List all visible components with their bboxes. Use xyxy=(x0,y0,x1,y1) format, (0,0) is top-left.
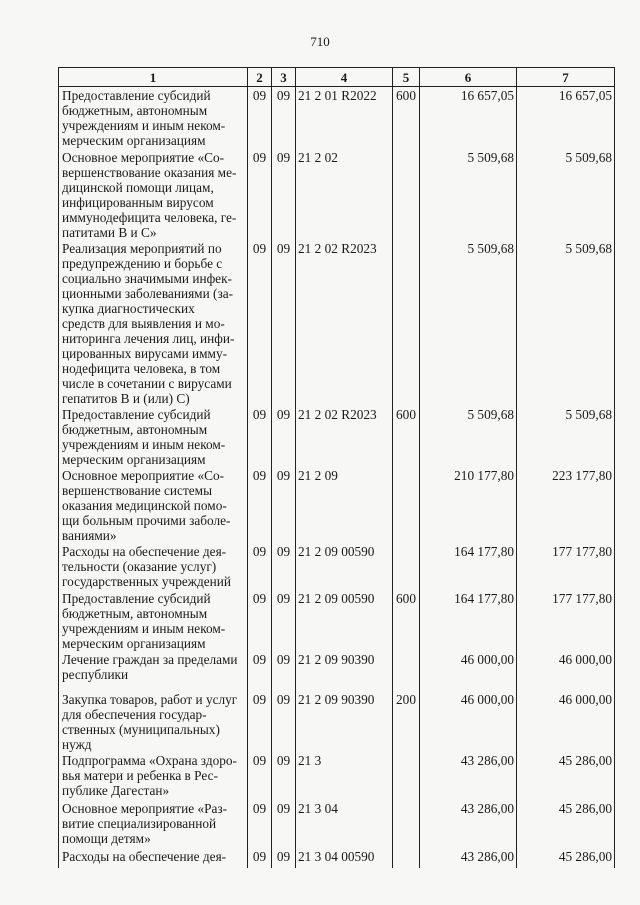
amount-year-1: 43 286,00 xyxy=(420,800,517,848)
amount-year-1: 43 286,00 xyxy=(420,752,517,800)
target-article-code: 21 2 09 xyxy=(296,467,393,543)
amount-year-1: 5 509,68 xyxy=(420,406,517,467)
row-name xyxy=(59,87,248,149)
row-name xyxy=(59,691,248,752)
amount-year-2: 5 509,68 xyxy=(517,406,615,467)
table-row xyxy=(59,543,615,590)
section-code: 09 xyxy=(248,800,272,848)
row-name-line: помощи детям» xyxy=(62,830,151,846)
amount-year-1: 5 509,68 xyxy=(420,240,517,406)
section-code: 09 xyxy=(248,752,272,800)
row-name-line: цированных вирусами имму- xyxy=(62,345,228,361)
row-name-line: витие специализированной xyxy=(62,815,217,831)
row-name-line: иммунодефицита человека, ге- xyxy=(62,209,237,225)
header-col-3: 3 xyxy=(272,68,296,87)
amount-year-2: 5 509,68 xyxy=(517,240,615,406)
table-row xyxy=(59,590,615,651)
table-row xyxy=(59,467,615,543)
row-name-line: ственных (муниципальных) xyxy=(62,721,220,737)
subsection-code: 09 xyxy=(272,752,296,800)
row-name xyxy=(59,543,248,590)
row-name-line: республики xyxy=(62,666,129,682)
subsection-code: 09 xyxy=(272,406,296,467)
amount-year-2: 46 000,00 xyxy=(517,651,615,691)
section-code: 09 xyxy=(248,467,272,543)
header-col-1: 1 xyxy=(59,68,248,87)
expense-type-code xyxy=(393,467,420,543)
target-article-code: 21 2 01 R2022 xyxy=(296,87,393,149)
row-name-line: Закупка товаров, работ и услуг xyxy=(62,691,238,707)
row-name-line: щи больным прочими заболе- xyxy=(62,512,231,528)
row-name xyxy=(59,848,248,868)
section-code: 09 xyxy=(248,848,272,868)
section-code: 09 xyxy=(248,87,272,149)
subsection-code: 09 xyxy=(272,543,296,590)
row-name-line: бюджетным, автономным xyxy=(62,103,208,118)
row-name-line: Предоставление субсидий xyxy=(62,406,211,422)
table-row xyxy=(59,848,615,868)
subsection-code: 09 xyxy=(272,467,296,543)
amount-year-2: 177 177,80 xyxy=(517,543,615,590)
amount-year-1: 210 177,80 xyxy=(420,467,517,543)
row-name-line: учреждениям и иным неком- xyxy=(62,118,226,133)
row-name xyxy=(59,800,248,848)
expense-type-code xyxy=(393,800,420,848)
expense-type-code xyxy=(393,848,420,868)
row-name-line: Расходы на обеспечение дея- xyxy=(62,543,227,559)
table-row xyxy=(59,651,615,691)
subsection-code: 09 xyxy=(272,240,296,406)
header-row xyxy=(59,68,615,87)
row-name-line: Предоставление субсидий xyxy=(62,590,211,606)
target-article-code: 21 2 02 R2023 xyxy=(296,240,393,406)
row-name-line: Предоставление субсидий xyxy=(62,88,211,103)
subsection-code: 09 xyxy=(272,691,296,752)
amount-year-2: 45 286,00 xyxy=(517,800,615,848)
row-name xyxy=(59,406,248,467)
row-name-line: числе в сочетании с вирусами xyxy=(62,375,232,391)
target-article-code: 21 2 02 R2023 xyxy=(296,406,393,467)
section-code: 09 xyxy=(248,149,272,240)
expense-type-code: 200 xyxy=(393,691,420,752)
row-name xyxy=(59,240,248,406)
row-name-line: тельности (оказание услуг) xyxy=(62,558,217,574)
target-article-code: 21 3 04 xyxy=(296,800,393,848)
row-name-line: публике Дагестан» xyxy=(62,782,170,798)
page-number: 710 xyxy=(310,34,330,49)
section-code: 09 xyxy=(248,590,272,651)
row-name xyxy=(59,651,248,691)
header-col-7: 7 xyxy=(517,68,615,87)
subsection-code: 09 xyxy=(272,848,296,868)
row-name-line: для обеспечения государ- xyxy=(62,706,207,722)
expense-type-code xyxy=(393,752,420,800)
amount-year-1: 5 509,68 xyxy=(420,149,517,240)
row-name-line: патитами В и С» xyxy=(62,224,157,240)
amount-year-2: 177 177,80 xyxy=(517,590,615,651)
amount-year-2: 16 657,05 xyxy=(517,87,615,149)
section-code: 09 xyxy=(248,651,272,691)
row-name-line: Реализация мероприятий по xyxy=(62,240,222,256)
section-code: 09 xyxy=(248,691,272,752)
row-name-line: Основное мероприятие «Со- xyxy=(62,467,225,483)
row-name-line: нодефицита человека, в том xyxy=(62,360,221,376)
row-name xyxy=(59,467,248,543)
table-row xyxy=(59,406,615,467)
row-name-line: купка диагностических xyxy=(62,300,195,316)
amount-year-1: 46 000,00 xyxy=(420,691,517,752)
row-name-line: оказания медицинской помо- xyxy=(62,497,227,513)
amount-year-1: 16 657,05 xyxy=(420,87,517,149)
row-name xyxy=(59,149,248,240)
row-name-line: предупреждению и борьбе с xyxy=(62,255,223,271)
expense-type-code xyxy=(393,543,420,590)
amount-year-2: 5 509,68 xyxy=(517,149,615,240)
target-article-code: 21 2 09 00590 xyxy=(296,543,393,590)
row-name-line: нужд xyxy=(62,736,92,752)
target-article-code: 21 2 09 90390 xyxy=(296,691,393,752)
subsection-code: 09 xyxy=(272,149,296,240)
target-article-code: 21 3 xyxy=(296,752,393,800)
table-row xyxy=(59,149,615,240)
amount-year-1: 164 177,80 xyxy=(420,543,517,590)
expense-type-code: 600 xyxy=(393,87,420,149)
row-name-line: ваниями» xyxy=(62,527,117,543)
amount-year-2: 45 286,00 xyxy=(517,752,615,800)
row-name-line: дицинской помощи лицам, xyxy=(62,179,214,195)
expense-type-code: 600 xyxy=(393,406,420,467)
row-name-line: вершенствование оказания ме- xyxy=(62,164,237,180)
row-name-line: Подпрограмма «Охрана здоро- xyxy=(62,752,237,768)
row-name-line: вершенствование системы xyxy=(62,482,212,498)
row-name-line: учреждениям и иным неком- xyxy=(62,436,226,452)
subsection-code: 09 xyxy=(272,800,296,848)
subsection-code: 09 xyxy=(272,651,296,691)
expense-type-code: 600 xyxy=(393,590,420,651)
target-article-code: 21 2 02 xyxy=(296,149,393,240)
table-row xyxy=(59,691,615,752)
row-name-line: средств для выявления и мо- xyxy=(62,315,225,331)
table-row xyxy=(59,87,615,149)
section-code: 09 xyxy=(248,240,272,406)
amount-year-1: 46 000,00 xyxy=(420,651,517,691)
amount-year-2: 223 177,80 xyxy=(517,467,615,543)
header-col-5: 5 xyxy=(393,68,420,87)
budget-table xyxy=(58,67,615,868)
row-name-line: Основное мероприятие «Раз- xyxy=(62,800,228,816)
amount-year-1: 43 286,00 xyxy=(420,848,517,868)
expense-type-code xyxy=(393,651,420,691)
row-name-line: учреждениям и иным неком- xyxy=(62,620,226,636)
row-name-line: инфицированным вирусом xyxy=(62,194,214,210)
expense-type-code xyxy=(393,149,420,240)
section-code: 09 xyxy=(248,543,272,590)
row-name-line: социально значимыми инфек- xyxy=(62,270,232,286)
subsection-code: 09 xyxy=(272,87,296,149)
target-article-code: 21 2 09 00590 xyxy=(296,590,393,651)
table-row xyxy=(59,800,615,848)
header-col-6: 6 xyxy=(420,68,517,87)
row-name xyxy=(59,752,248,800)
amount-year-1: 164 177,80 xyxy=(420,590,517,651)
amount-year-2: 46 000,00 xyxy=(517,691,615,752)
row-name xyxy=(59,590,248,651)
amount-year-2: 45 286,00 xyxy=(517,848,615,868)
row-name-line: бюджетным, автономным xyxy=(62,605,208,621)
table-row xyxy=(59,240,615,406)
row-name-line: ниторинга лечения лиц, инфи- xyxy=(62,330,235,346)
row-name-line: бюджетным, автономным xyxy=(62,421,208,437)
table-row xyxy=(59,752,615,800)
row-name-line: Расходы на обеспечение дея- xyxy=(62,848,227,864)
row-name-line: вья матери и ребенка в Рес- xyxy=(62,767,218,783)
row-name-line: Основное мероприятие «Со- xyxy=(62,149,225,165)
row-name-line: гепатитов В и (или) С) xyxy=(62,390,190,406)
row-name-line: мерческим организациям xyxy=(62,133,206,148)
target-article-code: 21 3 04 00590 xyxy=(296,848,393,868)
expense-type-code xyxy=(393,240,420,406)
subsection-code: 09 xyxy=(272,590,296,651)
row-name-line: мерческим организациям xyxy=(62,451,206,467)
header-col-4: 4 xyxy=(296,68,393,87)
row-name-line: государственных учреждений xyxy=(62,573,231,589)
row-name-line: мерческим организациям xyxy=(62,635,206,651)
row-name-line: Лечение граждан за пределами xyxy=(62,651,238,667)
section-code: 09 xyxy=(248,406,272,467)
target-article-code: 21 2 09 90390 xyxy=(296,651,393,691)
row-name-line: ционными заболеваниями (за- xyxy=(62,285,234,301)
header-col-2: 2 xyxy=(248,68,272,87)
